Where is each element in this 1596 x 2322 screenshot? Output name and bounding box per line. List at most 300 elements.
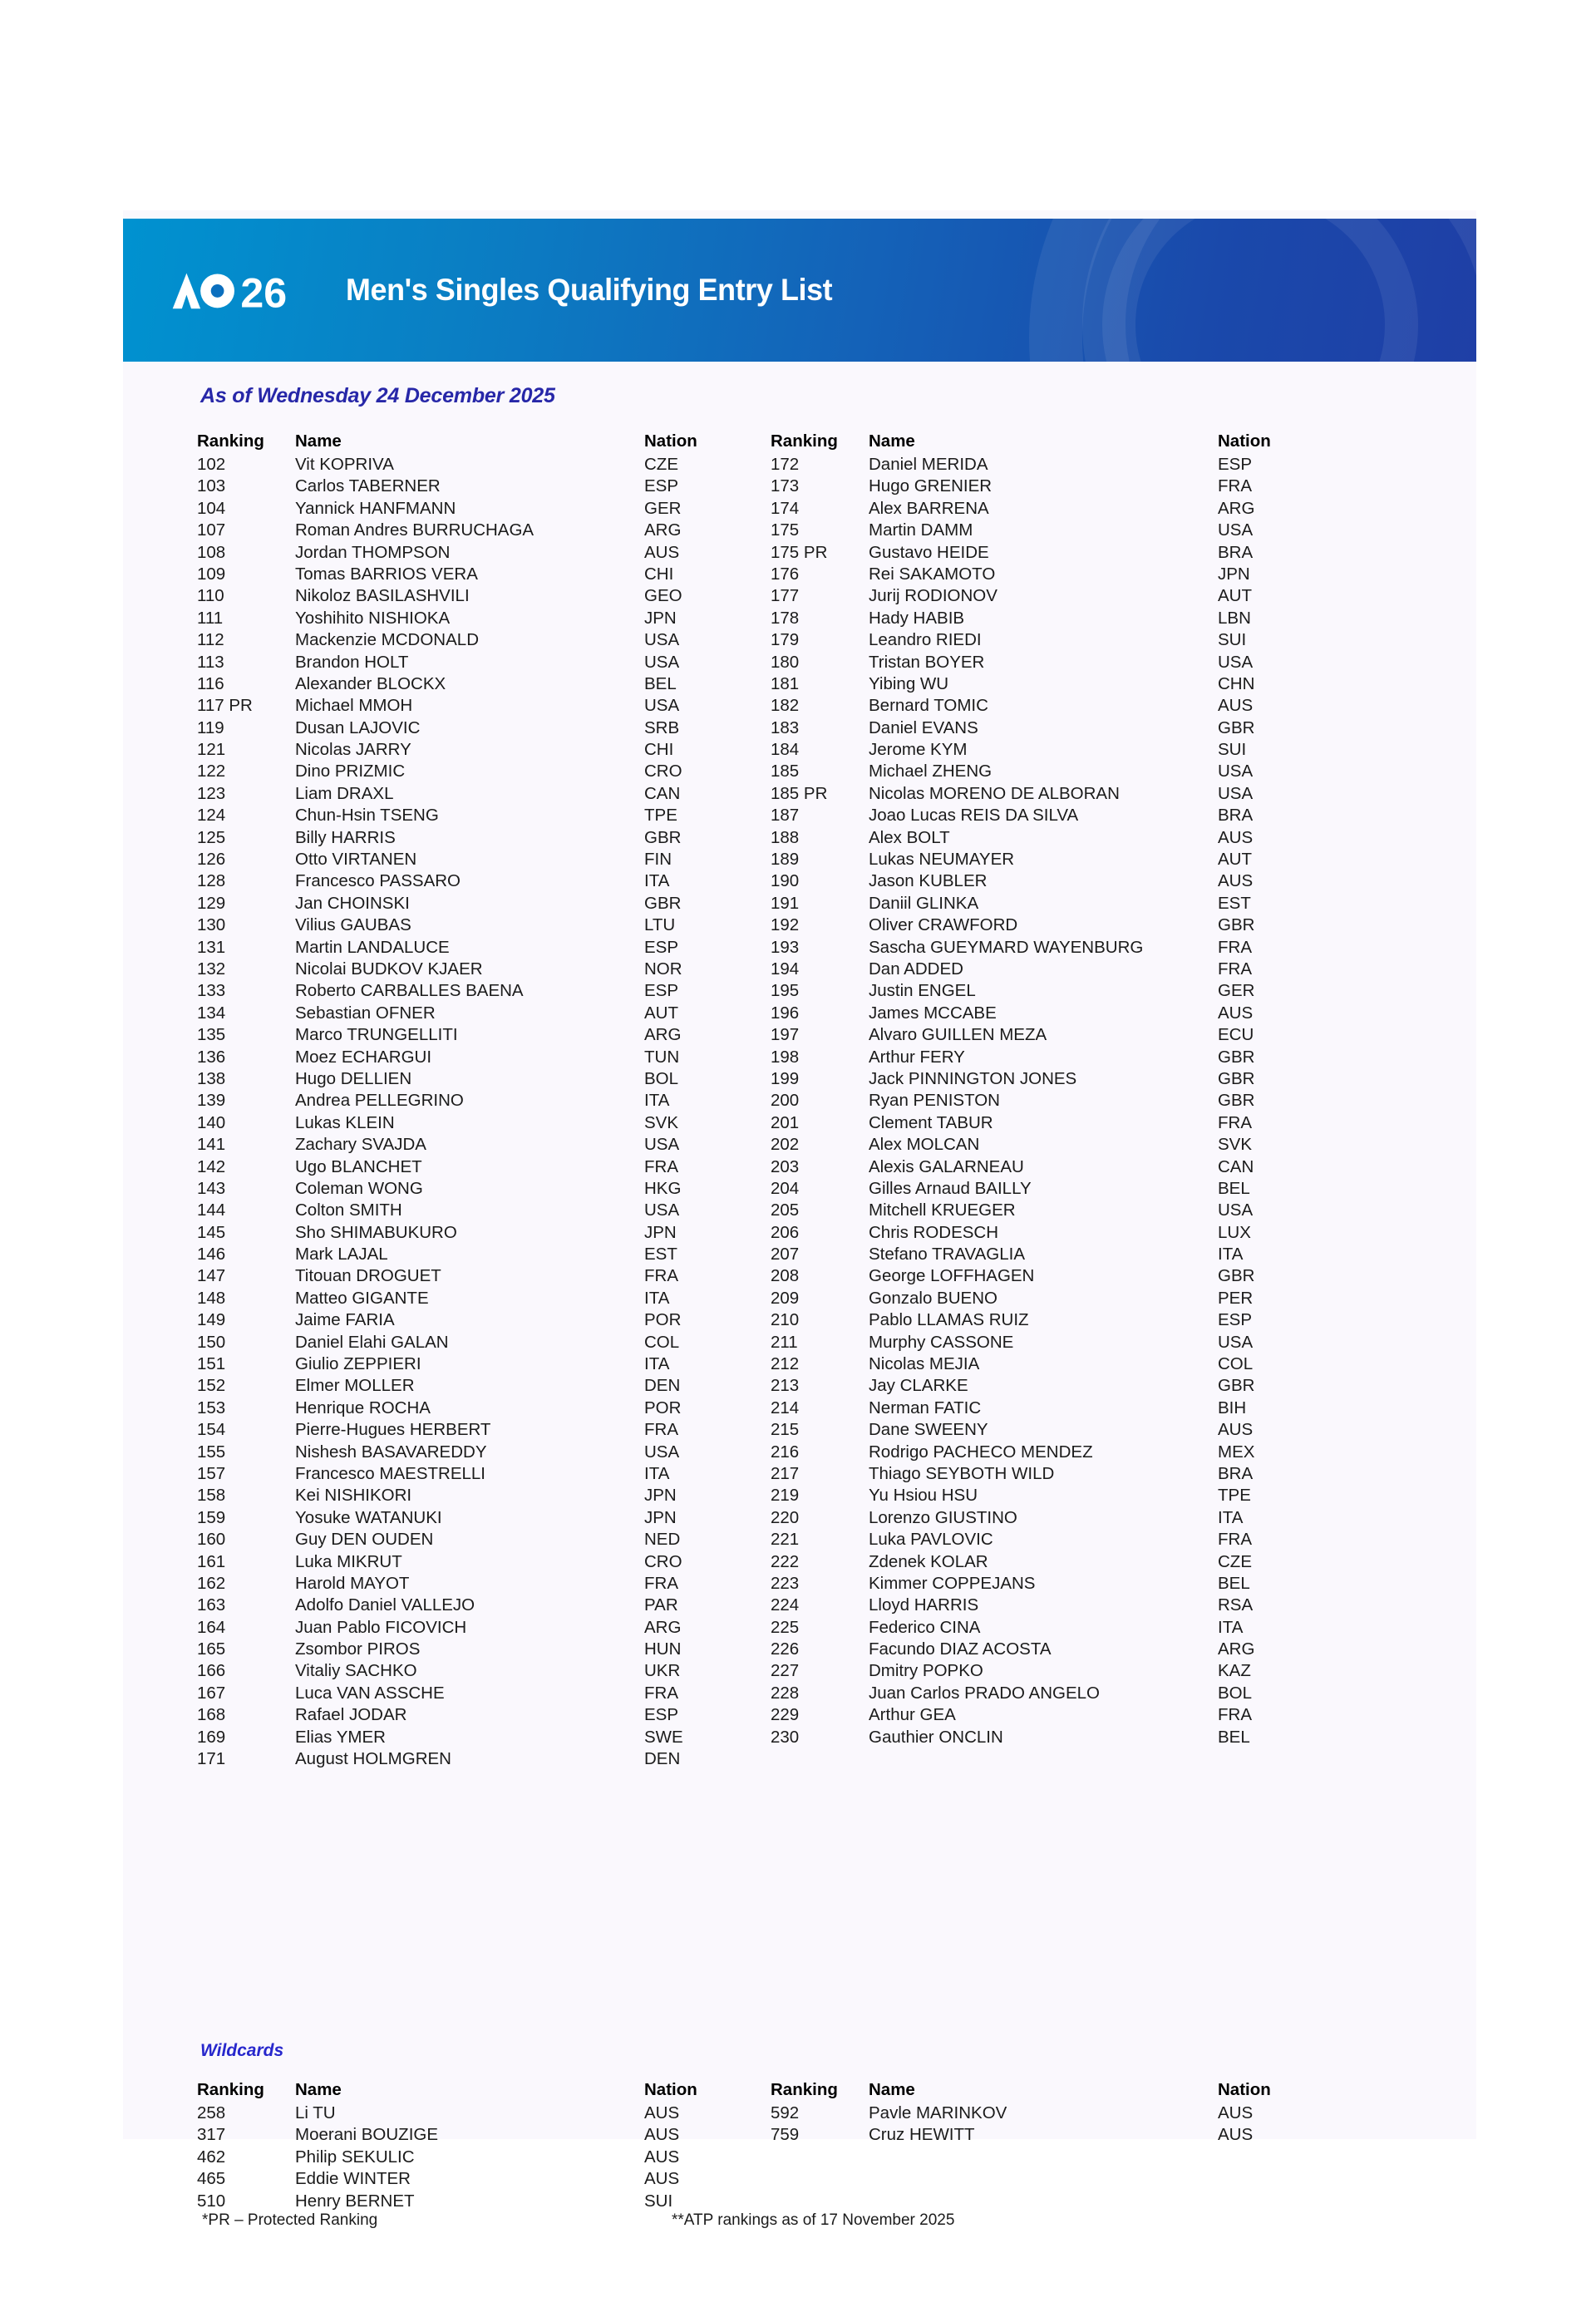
cell-nation: GBR bbox=[644, 827, 682, 847]
cell-ranking: 195 bbox=[771, 981, 800, 1001]
table-row bbox=[194, 1728, 751, 1749]
cell-nation: ARG bbox=[644, 1025, 682, 1045]
table-row bbox=[767, 674, 1324, 696]
cell-nation: UKR bbox=[644, 1661, 681, 1681]
cell-ranking: 213 bbox=[771, 1376, 800, 1396]
table-row bbox=[194, 476, 751, 498]
cell-name: Nishesh BASAVAREDDY bbox=[295, 1442, 487, 1462]
cell-ranking: 202 bbox=[771, 1135, 800, 1155]
table-row bbox=[194, 696, 751, 717]
cell-ranking: 203 bbox=[771, 1156, 800, 1176]
cell-nation: ESP bbox=[644, 937, 679, 957]
cell-name: Pierre-Hugues HERBERT bbox=[295, 1420, 491, 1440]
table-row bbox=[767, 740, 1324, 762]
cell-nation: CRO bbox=[644, 1551, 682, 1571]
cell-nation: BOL bbox=[1218, 1683, 1253, 1703]
table-row bbox=[767, 543, 1324, 564]
cell-name: Yibing WU bbox=[869, 673, 949, 693]
cell-name: Dmitry POPKO bbox=[869, 1661, 983, 1681]
cell-ranking: 220 bbox=[771, 1507, 800, 1527]
cell-ranking: 224 bbox=[771, 1595, 800, 1615]
table-row bbox=[767, 915, 1324, 937]
cell-name: Sascha GUEYMARD WAYENBURG bbox=[869, 937, 1144, 957]
column-header-name: Name bbox=[295, 2080, 342, 2099]
table-row bbox=[767, 499, 1324, 520]
cell-nation: AUT bbox=[1218, 586, 1252, 606]
table-header-row bbox=[767, 2080, 1324, 2103]
table-row bbox=[767, 1530, 1324, 1551]
cell-nation: PER bbox=[1218, 1288, 1254, 1308]
cell-ranking: 204 bbox=[771, 1178, 800, 1198]
cell-ranking: 181 bbox=[771, 673, 800, 693]
cell-nation: NOR bbox=[644, 959, 682, 979]
table-row bbox=[194, 1003, 751, 1025]
cell-ranking: 174 bbox=[771, 498, 800, 518]
table-row bbox=[194, 762, 751, 783]
cell-ranking: 216 bbox=[771, 1442, 800, 1462]
cell-name: Federico CINA bbox=[869, 1617, 981, 1637]
entry-rows-right bbox=[767, 455, 1324, 1749]
table-row bbox=[194, 564, 751, 586]
cell-ranking: 197 bbox=[771, 1025, 800, 1045]
cell-ranking: 164 bbox=[197, 1617, 226, 1637]
table-row bbox=[194, 1135, 751, 1156]
cell-name: Hugo GRENIER bbox=[869, 476, 993, 496]
cell-ranking: 229 bbox=[771, 1705, 800, 1725]
cell-ranking: 178 bbox=[771, 608, 800, 628]
table-row bbox=[767, 1420, 1324, 1442]
cell-name: Gustavo HEIDE bbox=[869, 542, 989, 562]
table-row bbox=[767, 1486, 1324, 1507]
table-row bbox=[194, 520, 751, 542]
table-row bbox=[194, 1245, 751, 1266]
table-row bbox=[767, 564, 1324, 586]
cell-nation: AUS bbox=[1218, 2125, 1254, 2145]
table-row bbox=[194, 1420, 751, 1442]
cell-name: Zachary SVAJDA bbox=[295, 1135, 426, 1155]
table-row bbox=[194, 1289, 751, 1310]
cell-ranking: 128 bbox=[197, 871, 226, 891]
cell-nation: SWE bbox=[644, 1727, 683, 1747]
table-row bbox=[194, 2147, 751, 2169]
cell-ranking: 146 bbox=[197, 1245, 226, 1265]
cell-nation: HKG bbox=[644, 1178, 682, 1198]
table-row bbox=[767, 1464, 1324, 1486]
cell-name: Francesco PASSARO bbox=[295, 871, 461, 891]
table-row bbox=[767, 1442, 1324, 1464]
cell-ranking: 133 bbox=[197, 981, 226, 1001]
cell-name: Zdenek KOLAR bbox=[869, 1551, 988, 1571]
cell-ranking: 230 bbox=[771, 1727, 800, 1747]
cell-name: Zsombor PIROS bbox=[295, 1639, 421, 1659]
table-row bbox=[767, 1354, 1324, 1376]
cell-name: Kimmer COPPEJANS bbox=[869, 1573, 1036, 1593]
cell-ranking: 126 bbox=[197, 850, 226, 870]
cell-name: Gonzalo BUENO bbox=[869, 1288, 998, 1308]
cell-nation: GBR bbox=[1218, 915, 1255, 935]
cell-name: Harold MAYOT bbox=[295, 1573, 410, 1593]
cell-ranking: 592 bbox=[771, 2103, 800, 2122]
cell-ranking: 139 bbox=[197, 1091, 226, 1111]
footnotes bbox=[202, 2211, 1366, 2230]
cell-name: Juan Carlos PRADO ANGELO bbox=[869, 1683, 1100, 1703]
cell-name: Brandon HOLT bbox=[295, 652, 409, 672]
table-row bbox=[194, 806, 751, 827]
cell-name: Adolfo Daniel VALLEJO bbox=[295, 1595, 475, 1615]
cell-name: Mitchell KRUEGER bbox=[869, 1200, 1016, 1220]
cell-ranking: 187 bbox=[771, 806, 800, 826]
table-row bbox=[194, 2191, 751, 2213]
cell-ranking: 119 bbox=[197, 717, 224, 737]
cell-nation: CAN bbox=[644, 783, 681, 803]
cell-name: Henry BERNET bbox=[295, 2191, 415, 2211]
table-row bbox=[194, 586, 751, 608]
table-row bbox=[194, 1200, 751, 1222]
table-row bbox=[767, 1135, 1324, 1156]
cell-nation: FRA bbox=[1218, 1705, 1252, 1725]
cell-name: Yannick HANFMANN bbox=[295, 498, 456, 518]
cell-nation: CZE bbox=[1218, 1551, 1252, 1571]
cell-name: Colton SMITH bbox=[295, 1200, 402, 1220]
table-row bbox=[194, 981, 751, 1003]
cell-nation: AUT bbox=[1218, 850, 1252, 870]
table-row bbox=[767, 1508, 1324, 1530]
cell-ranking: 462 bbox=[197, 2147, 226, 2167]
cell-ranking: 206 bbox=[771, 1222, 800, 1242]
cell-name: Rodrigo PACHECO MENDEZ bbox=[869, 1442, 1093, 1462]
cell-ranking: 759 bbox=[771, 2125, 800, 2145]
table-row bbox=[194, 740, 751, 762]
cell-ranking: 228 bbox=[771, 1683, 800, 1703]
cell-name: Jordan THOMPSON bbox=[295, 542, 451, 562]
cell-ranking: 109 bbox=[197, 564, 226, 584]
ao-logo bbox=[170, 269, 316, 312]
cell-nation: FRA bbox=[1218, 937, 1252, 957]
table-row bbox=[767, 1157, 1324, 1179]
cell-nation: FIN bbox=[644, 850, 672, 870]
cell-nation: FRA bbox=[644, 1266, 678, 1286]
cell-name: Ryan PENISTON bbox=[869, 1091, 1000, 1111]
cell-ranking: 200 bbox=[771, 1091, 800, 1111]
table-row bbox=[194, 2169, 751, 2191]
cell-name: Roman Andres BURRUCHAGA bbox=[295, 520, 534, 540]
cell-name: Alexis GALARNEAU bbox=[869, 1156, 1024, 1176]
cell-name: Luka PAVLOVIC bbox=[869, 1530, 993, 1550]
cell-name: Francesco MAESTRELLI bbox=[295, 1463, 485, 1483]
cell-ranking: 199 bbox=[771, 1068, 800, 1088]
cell-ranking: 124 bbox=[197, 806, 226, 826]
table-row bbox=[194, 1618, 751, 1639]
table-row bbox=[194, 718, 751, 740]
cell-ranking: 132 bbox=[197, 959, 226, 979]
column-header-nation: Nation bbox=[1218, 431, 1271, 451]
banner-inner bbox=[170, 219, 848, 362]
column-header-name: Name bbox=[295, 431, 342, 451]
table-row bbox=[767, 1048, 1324, 1069]
cell-nation: FRA bbox=[644, 1573, 678, 1593]
table-row bbox=[767, 1069, 1324, 1091]
table-row bbox=[767, 476, 1324, 498]
table-row bbox=[767, 1398, 1324, 1420]
table-row bbox=[194, 1661, 751, 1683]
cell-nation: BEL bbox=[644, 673, 677, 693]
cell-ranking: 113 bbox=[197, 652, 224, 672]
cell-nation: USA bbox=[1218, 520, 1254, 540]
cell-ranking: 163 bbox=[197, 1595, 226, 1615]
cell-nation: LTU bbox=[644, 915, 676, 935]
cell-ranking: 212 bbox=[771, 1354, 800, 1374]
table-row bbox=[194, 2125, 751, 2147]
cell-ranking: 215 bbox=[771, 1420, 800, 1440]
table-row bbox=[767, 894, 1324, 915]
cell-name: Murphy CASSONE bbox=[869, 1332, 1014, 1352]
table-row bbox=[767, 1289, 1324, 1310]
cell-nation: BRA bbox=[1218, 1463, 1254, 1483]
cell-nation: ESP bbox=[644, 981, 679, 1001]
cell-ranking: 223 bbox=[771, 1573, 800, 1593]
cell-ranking: 160 bbox=[197, 1530, 226, 1550]
table-row bbox=[767, 1200, 1324, 1222]
as-of-date: As of Wednesday 24 December 2025 bbox=[200, 384, 555, 407]
cell-ranking: 226 bbox=[771, 1639, 800, 1659]
cell-ranking: 112 bbox=[197, 630, 224, 650]
cell-nation: USA bbox=[1218, 783, 1254, 803]
cell-ranking: 173 bbox=[771, 476, 800, 496]
cell-nation: ARG bbox=[644, 1617, 682, 1637]
table-row bbox=[767, 586, 1324, 608]
cell-name: Rafael JODAR bbox=[295, 1705, 407, 1725]
cell-ranking: 142 bbox=[197, 1156, 226, 1176]
cell-ranking: 123 bbox=[197, 783, 226, 803]
table-row bbox=[194, 1091, 751, 1112]
table-row bbox=[194, 653, 751, 674]
column-header-name: Name bbox=[869, 2080, 915, 2099]
cell-nation: ITA bbox=[644, 1354, 670, 1374]
cell-nation: FRA bbox=[644, 1420, 678, 1440]
cell-ranking: 162 bbox=[197, 1573, 226, 1593]
cell-nation: TPE bbox=[644, 806, 677, 826]
table-row bbox=[194, 630, 751, 652]
cell-ranking: 179 bbox=[771, 630, 800, 650]
cell-nation: EST bbox=[644, 1245, 677, 1265]
cell-nation: ARG bbox=[1218, 498, 1255, 518]
table-row bbox=[194, 850, 751, 871]
cell-ranking: 225 bbox=[771, 1617, 800, 1637]
cell-ranking: 217 bbox=[771, 1463, 800, 1483]
cell-nation: HUN bbox=[644, 1639, 682, 1659]
cell-name: Bernard TOMIC bbox=[869, 696, 988, 716]
cell-ranking: 108 bbox=[197, 542, 226, 562]
table-row bbox=[194, 499, 751, 520]
cell-name: Marco TRUNGELLITI bbox=[295, 1025, 458, 1045]
cell-name: Jack PINNINGTON JONES bbox=[869, 1068, 1077, 1088]
column-header-ranking: Ranking bbox=[197, 431, 264, 451]
table-row bbox=[767, 609, 1324, 630]
wildcards-column-left bbox=[194, 2080, 751, 2213]
cell-nation: CHI bbox=[644, 564, 674, 584]
table-row bbox=[767, 718, 1324, 740]
cell-ranking: 144 bbox=[197, 1200, 226, 1220]
cell-ranking: 219 bbox=[771, 1486, 800, 1506]
cell-nation: POR bbox=[644, 1310, 682, 1330]
cell-ranking: 154 bbox=[197, 1420, 226, 1440]
cell-nation: GBR bbox=[1218, 1091, 1255, 1111]
cell-nation: AUS bbox=[644, 2169, 680, 2189]
cell-nation: SUI bbox=[644, 2191, 673, 2211]
cell-nation: JPN bbox=[644, 608, 677, 628]
table-row bbox=[194, 1552, 751, 1574]
cell-name: Martin LANDALUCE bbox=[295, 937, 450, 957]
cell-name: Kei NISHIKORI bbox=[295, 1486, 412, 1506]
cell-nation: LUX bbox=[1218, 1222, 1251, 1242]
table-row bbox=[767, 630, 1324, 652]
cell-nation: FRA bbox=[644, 1683, 678, 1703]
table-row bbox=[194, 609, 751, 630]
cell-nation: ITA bbox=[1218, 1617, 1244, 1637]
table-row bbox=[767, 696, 1324, 717]
cell-ranking: 159 bbox=[197, 1507, 226, 1527]
cell-ranking: 116 bbox=[197, 673, 224, 693]
cell-nation: SVK bbox=[644, 1112, 679, 1132]
cell-nation: GBR bbox=[1218, 717, 1255, 737]
cell-name: Moerani BOUZIGE bbox=[295, 2125, 439, 2145]
cell-nation: USA bbox=[644, 696, 680, 716]
table-row bbox=[194, 455, 751, 476]
table-row bbox=[194, 959, 751, 981]
cell-ranking: 185 PR bbox=[771, 783, 828, 803]
cell-ranking: 161 bbox=[197, 1551, 226, 1571]
table-row bbox=[767, 959, 1324, 981]
cell-name: Rei SAKAMOTO bbox=[869, 564, 996, 584]
cell-nation: AUT bbox=[644, 1003, 678, 1023]
table-header-row bbox=[194, 2080, 751, 2103]
cell-name: James MCCABE bbox=[869, 1003, 997, 1023]
cell-ranking: 151 bbox=[197, 1354, 226, 1374]
table-row bbox=[767, 1310, 1324, 1332]
cell-ranking: 210 bbox=[771, 1310, 800, 1330]
cell-name: Leandro RIEDI bbox=[869, 630, 982, 650]
cell-name: Titouan DROGUET bbox=[295, 1266, 441, 1286]
table-row bbox=[767, 653, 1324, 674]
cell-name: Gilles Arnaud BAILLY bbox=[869, 1178, 1032, 1198]
footnote-atp-rankings: **ATP rankings as of 17 November 2025 bbox=[672, 2211, 955, 2229]
table-header-row bbox=[194, 431, 751, 455]
table-row bbox=[194, 1025, 751, 1047]
cell-ranking: 158 bbox=[197, 1486, 226, 1506]
cell-nation: CZE bbox=[644, 455, 678, 474]
table-row bbox=[767, 871, 1324, 893]
cell-name: Martin DAMM bbox=[869, 520, 973, 540]
entry-rows-left bbox=[194, 455, 751, 1771]
table-row bbox=[194, 1069, 751, 1091]
cell-ranking: 149 bbox=[197, 1310, 226, 1330]
cell-ranking: 102 bbox=[197, 455, 226, 474]
table-row bbox=[194, 1376, 751, 1398]
cell-ranking: 192 bbox=[771, 915, 800, 935]
cell-name: Justin ENGEL bbox=[869, 981, 976, 1001]
cell-nation: BRA bbox=[1218, 542, 1254, 562]
cell-nation: LBN bbox=[1218, 608, 1251, 628]
cell-name: Sebastian OFNER bbox=[295, 1003, 436, 1023]
cell-name: Philip SEKULIC bbox=[295, 2147, 415, 2167]
cell-name: Cruz HEWITT bbox=[869, 2125, 975, 2145]
cell-name: Nicolas JARRY bbox=[295, 740, 411, 760]
entry-list-column-left bbox=[194, 431, 751, 1771]
table-row bbox=[194, 871, 751, 893]
table-row bbox=[194, 1595, 751, 1617]
cell-name: Sho SHIMABUKURO bbox=[295, 1222, 457, 1242]
cell-name: Daniel MERIDA bbox=[869, 455, 988, 474]
cell-name: Nikoloz BASILASHVILI bbox=[295, 586, 470, 606]
cell-ranking: 317 bbox=[197, 2125, 226, 2145]
table-row bbox=[767, 1705, 1324, 1727]
cell-nation: JPN bbox=[1218, 564, 1250, 584]
table-row bbox=[194, 674, 751, 696]
cell-name: Alexander BLOCKX bbox=[295, 673, 446, 693]
table-row bbox=[767, 1333, 1324, 1354]
cell-nation: CHN bbox=[1218, 673, 1255, 693]
cell-ranking: 166 bbox=[197, 1661, 226, 1681]
cell-name: Lloyd HARRIS bbox=[869, 1595, 979, 1615]
cell-nation: AUS bbox=[1218, 1003, 1254, 1023]
cell-ranking: 153 bbox=[197, 1398, 226, 1417]
cell-nation: CRO bbox=[644, 762, 682, 781]
cell-nation: POR bbox=[644, 1398, 682, 1417]
cell-name: Nerman FATIC bbox=[869, 1398, 982, 1417]
cell-nation: SVK bbox=[1218, 1135, 1253, 1155]
cell-nation: KAZ bbox=[1218, 1661, 1251, 1681]
table-row bbox=[194, 938, 751, 959]
table-row bbox=[194, 1266, 751, 1288]
cell-nation: FRA bbox=[644, 1156, 678, 1176]
table-row bbox=[767, 938, 1324, 959]
column-header-nation: Nation bbox=[644, 431, 697, 451]
cell-name: August HOLMGREN bbox=[295, 1749, 451, 1769]
column-header-ranking: Ranking bbox=[771, 2080, 838, 2099]
cell-name: Daniel EVANS bbox=[869, 717, 978, 737]
cell-name: Eddie WINTER bbox=[295, 2169, 411, 2189]
cell-ranking: 107 bbox=[197, 520, 226, 540]
table-row bbox=[767, 1245, 1324, 1266]
cell-nation: USA bbox=[1218, 762, 1254, 781]
cell-ranking: 155 bbox=[197, 1442, 226, 1462]
cell-nation: CAN bbox=[1218, 1156, 1254, 1176]
cell-name: Alvaro GUILLEN MEZA bbox=[869, 1025, 1047, 1045]
cell-name: Jerome KYM bbox=[869, 740, 968, 760]
cell-ranking: 165 bbox=[197, 1639, 226, 1659]
cell-ranking: 510 bbox=[197, 2191, 226, 2211]
cell-nation: GEO bbox=[644, 586, 682, 606]
cell-name: Lukas KLEIN bbox=[295, 1112, 395, 1132]
banner-decorative-arc-inner bbox=[1102, 219, 1418, 362]
cell-ranking: 191 bbox=[771, 893, 800, 913]
table-header-row bbox=[767, 431, 1324, 455]
cell-ranking: 194 bbox=[771, 959, 800, 979]
table-row bbox=[767, 520, 1324, 542]
table-row bbox=[767, 1618, 1324, 1639]
cell-ranking: 221 bbox=[771, 1530, 800, 1550]
table-row bbox=[194, 1749, 751, 1771]
cell-name: Gauthier ONCLIN bbox=[869, 1727, 1003, 1747]
cell-nation: RSA bbox=[1218, 1595, 1254, 1615]
table-row bbox=[767, 1595, 1324, 1617]
table-row bbox=[767, 1574, 1324, 1595]
cell-ranking: 172 bbox=[771, 455, 800, 474]
cell-ranking: 189 bbox=[771, 850, 800, 870]
cell-ranking: 122 bbox=[197, 762, 226, 781]
cell-name: Alex MOLCAN bbox=[869, 1135, 980, 1155]
table-row bbox=[767, 1552, 1324, 1574]
